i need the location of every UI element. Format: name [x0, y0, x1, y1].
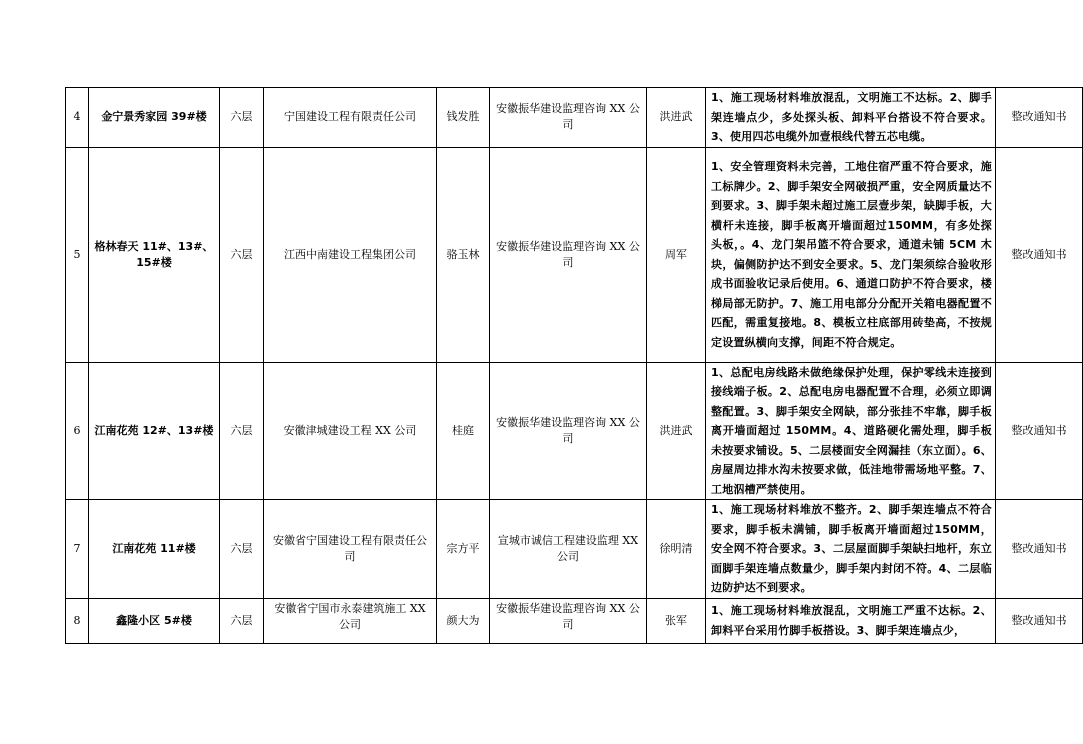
problems-text: 1、施工现场材料堆放混乱，文明施工不达标。2、脚手架连墙点少，多处探头板、卸料平台搭设不符合要求。3、使用四芯电缆外加壹根线代替五芯电缆。 — [706, 88, 996, 148]
project-name: 江南花苑 12#、13#楼 — [89, 362, 220, 500]
project-manager: 宗方平 — [437, 500, 490, 599]
project-manager: 钱发胜 — [437, 88, 490, 148]
floor-count: 六层 — [220, 147, 264, 362]
problems-text: 1、总配电房线路未做绝缘保护处理，保护零线未连接到接线端子板。2、总配电房电器配置不合理，必须立即调整配置。3、脚手架安全网缺，部分张挂不牢靠，脚手板离开墙面超过 150MM。4、道路硬化需处理，脚手板未按要求铺设。5、二层楼面安全网漏挂（东立面）。6、房屋周边排水沟未按要求做，低洼地带需场地平整。7、工地泅槽严禁使用。 — [706, 362, 996, 500]
inspection-table — [65, 87, 1083, 644]
row-number: 4 — [66, 88, 89, 148]
action-taken: 整改通知书 — [996, 362, 1083, 500]
action-taken: 整改通知书 — [996, 88, 1083, 148]
construction-unit: 安徽省宁国建设工程有限责任公司 — [264, 500, 437, 599]
project-name: 格林春天 11#、13#、15#楼 — [89, 147, 220, 362]
table-row — [66, 500, 1083, 599]
construction-unit: 宁国建设工程有限责任公司 — [264, 88, 437, 148]
project-manager: 颜大为 — [437, 599, 490, 644]
floor-count: 六层 — [220, 88, 264, 148]
chief-supervisor: 张军 — [647, 599, 706, 644]
construction-unit: 安徽津城建设工程 XX 公司 — [264, 362, 437, 500]
chief-supervisor: 周军 — [647, 147, 706, 362]
chief-supervisor: 洪进武 — [647, 88, 706, 148]
row-number: 7 — [66, 500, 89, 599]
project-manager: 骆玉林 — [437, 147, 490, 362]
project-manager: 桂庭 — [437, 362, 490, 500]
chief-supervisor: 洪进武 — [647, 362, 706, 500]
table-row — [66, 147, 1083, 362]
project-name: 金宁景秀家园 39#楼 — [89, 88, 220, 148]
floor-count: 六层 — [220, 500, 264, 599]
project-name: 鑫隆小区 5#楼 — [89, 599, 220, 644]
floor-count: 六层 — [220, 599, 264, 644]
problems-text: 1、施工现场材料堆放不整齐。2、脚手架连墙点不符合要求，脚手板未满铺，脚手板离开墙面超过150MM，安全网不符合要求。3、二层屋面脚手架缺扫地杆，东立面脚手架连墙点数量少，脚手架内封闭不符。4、二层临边防护达不到要求。 — [706, 500, 996, 599]
supervision-unit: 安徽振华建设监理咨询 XX 公司 — [490, 599, 647, 644]
action-taken: 整改通知书 — [996, 599, 1083, 644]
row-number: 6 — [66, 362, 89, 500]
project-name: 江南花苑 11#楼 — [89, 500, 220, 599]
row-number: 5 — [66, 147, 89, 362]
construction-unit: 江西中南建设工程集团公司 — [264, 147, 437, 362]
floor-count: 六层 — [220, 362, 264, 500]
supervision-unit: 安徽振华建设监理咨询 XX 公司 — [490, 362, 647, 500]
construction-unit: 安徽省宁国市永泰建筑施工 XX 公司 — [264, 599, 437, 644]
table-row — [66, 88, 1083, 148]
action-taken: 整改通知书 — [996, 147, 1083, 362]
table-row — [66, 599, 1083, 644]
supervision-unit: 安徽振华建设监理咨询 XX 公司 — [490, 88, 647, 148]
problems-text: 1、施工现场材料堆放混乱，文明施工严重不达标。2、卸料平台采用竹脚手板搭设。3、脚手架连墙点少， — [706, 599, 996, 644]
table-row — [66, 362, 1083, 500]
action-taken: 整改通知书 — [996, 500, 1083, 599]
chief-supervisor: 徐明清 — [647, 500, 706, 599]
problems-text: 1、安全管理资料未完善，工地住宿严重不符合要求，施工标牌少。2、脚手架安全网破损严重，安全网质量达不到要求。3、脚手架未超过施工层壹步架，缺脚手板，大横杆未连接，脚手板离开墙面超过150MM，有多处探头板，。4、龙门架吊篮不符合要求，通道未铺 5CM 木块，偏侧防护达不到安全要求。5、龙门架须综合验收形成书面验收记录后使用。6、通道口防护不符合要求，楼梯局部无防护。7、施工用电部分分配开关箱电器配置不匹配，需重复接地。8、模板立柱底部用砖垫高，不按规定设置纵横向支撑，间距不符合规定。 — [706, 147, 996, 362]
supervision-unit: 安徽振华建设监理咨询 XX 公司 — [490, 147, 647, 362]
row-number: 8 — [66, 599, 89, 644]
supervision-unit: 宣城市诚信工程建设监理 XX 公司 — [490, 500, 647, 599]
